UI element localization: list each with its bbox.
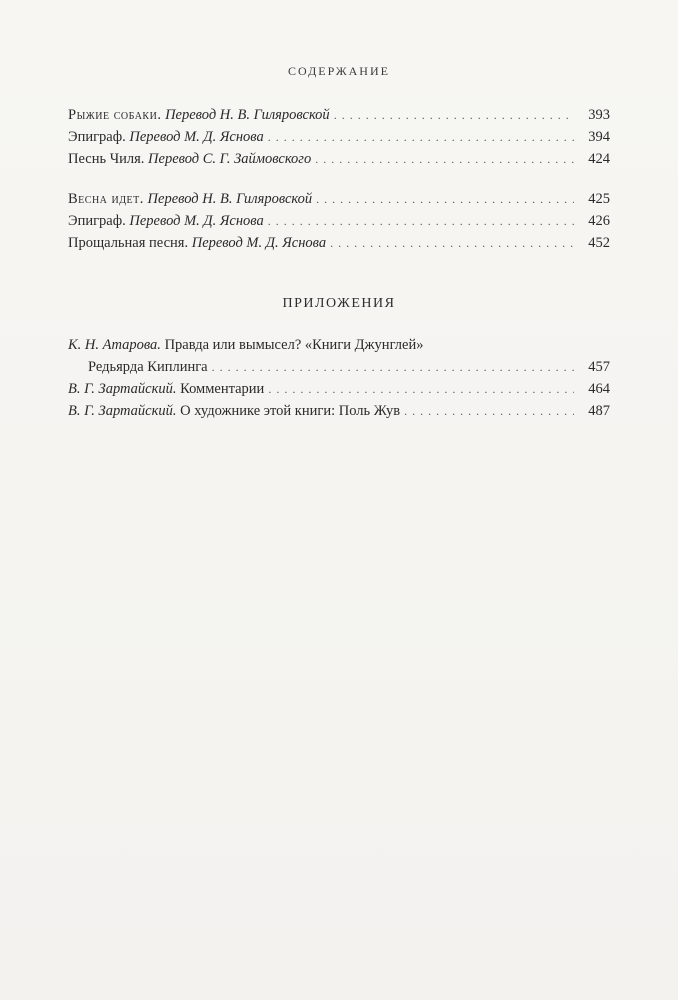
translator-credit: Перевод М. Д. Яснова bbox=[129, 129, 264, 145]
page-number: 464 bbox=[588, 381, 610, 397]
dot-leader bbox=[268, 210, 574, 232]
toc-entry[interactable] bbox=[68, 104, 610, 126]
translator-credit: Перевод М. Д. Яснова bbox=[129, 213, 264, 229]
dot-leader bbox=[315, 148, 574, 170]
toc-group-appendix bbox=[68, 334, 610, 422]
chapter-title: Рыжие собаки. bbox=[68, 107, 162, 123]
entry-title bbox=[68, 210, 264, 232]
dot-leader bbox=[268, 378, 574, 400]
entry-title: Правда или вымысел? «Книги Джунглей» bbox=[164, 337, 424, 353]
entry-title bbox=[68, 400, 400, 422]
entry-title bbox=[68, 188, 312, 210]
dot-leader bbox=[334, 104, 574, 126]
page-number: 393 bbox=[588, 107, 610, 123]
entry-title bbox=[68, 126, 264, 148]
entry-name: О художнике этой книги: Поль Жув bbox=[180, 403, 401, 419]
dot-leader bbox=[268, 126, 574, 148]
entry-title-continued: Редьярда Киплинга bbox=[88, 359, 208, 375]
toc-entry-continuation[interactable] bbox=[68, 356, 610, 378]
entry-title bbox=[68, 104, 330, 126]
translator-credit: Перевод Н. В. Гиляровской bbox=[165, 107, 330, 123]
entry-title bbox=[68, 378, 264, 400]
page-number: 487 bbox=[588, 403, 610, 419]
author-name: В. Г. Зартайский. bbox=[68, 403, 177, 419]
dot-leader bbox=[212, 356, 574, 378]
chapter-title: Весна идет. bbox=[68, 191, 144, 207]
toc-entry-line[interactable] bbox=[68, 334, 610, 356]
entry-title bbox=[68, 148, 311, 170]
translator-credit: Перевод Н. В. Гиляровской bbox=[147, 191, 313, 207]
page-number: 452 bbox=[588, 235, 610, 251]
page-number: 426 bbox=[588, 213, 610, 229]
dot-leader bbox=[404, 400, 574, 422]
dot-leader bbox=[316, 188, 574, 210]
toc-entry[interactable] bbox=[68, 378, 610, 400]
translator-credit: Перевод М. Д. Яснова bbox=[191, 235, 327, 251]
page-number: 425 bbox=[588, 191, 610, 207]
page-number: 394 bbox=[588, 129, 610, 145]
chapter-title: Эпиграф. bbox=[68, 129, 126, 145]
translator-credit: Перевод С. Г. Займовского bbox=[148, 151, 312, 167]
toc-group-2 bbox=[68, 188, 610, 254]
dot-leader bbox=[330, 232, 574, 254]
toc-entry[interactable] bbox=[68, 400, 610, 422]
toc-entry[interactable] bbox=[68, 232, 610, 254]
author-name: В. Г. Зартайский. bbox=[68, 381, 177, 397]
section-heading: ПРИЛОЖЕНИЯ bbox=[282, 296, 396, 311]
running-head: СОДЕРЖАНИЕ bbox=[288, 64, 390, 78]
chapter-title: Песнь Чиля. bbox=[68, 151, 145, 167]
page-number: 424 bbox=[588, 151, 610, 167]
entry-name: Комментарии bbox=[180, 381, 265, 397]
toc-entry[interactable] bbox=[68, 210, 610, 232]
toc-group-1 bbox=[68, 104, 610, 170]
toc-entry[interactable] bbox=[68, 126, 610, 148]
toc-entry[interactable] bbox=[68, 188, 610, 210]
chapter-title: Прощальная песня. bbox=[68, 235, 189, 251]
author-name: К. Н. Атарова. bbox=[68, 337, 161, 353]
page-number: 457 bbox=[588, 359, 610, 375]
chapter-title: Эпиграф. bbox=[68, 213, 126, 229]
entry-title bbox=[68, 232, 326, 254]
toc-entry[interactable] bbox=[68, 148, 610, 170]
